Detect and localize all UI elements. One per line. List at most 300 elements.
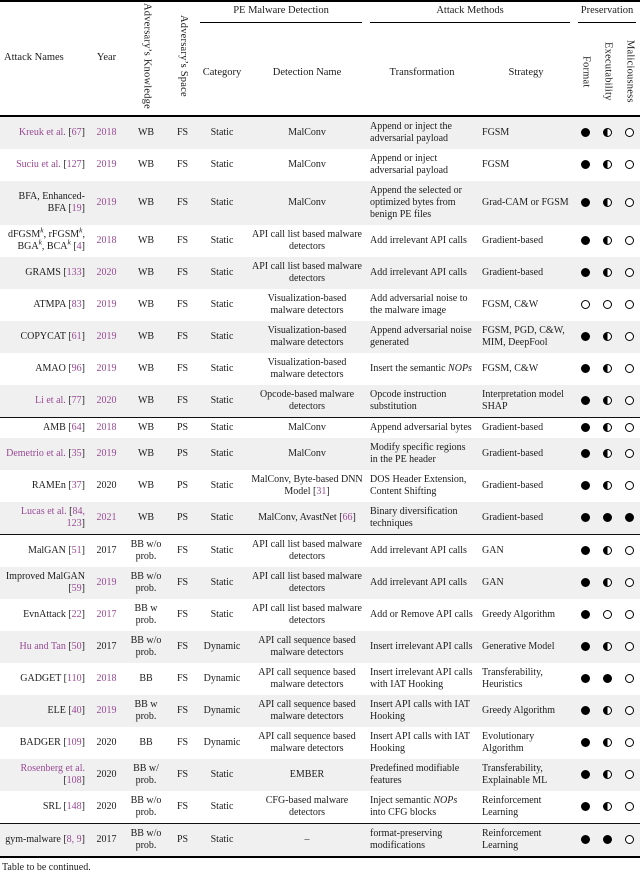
half-circle-icon xyxy=(603,481,612,490)
col-header-detection-name: Detection Name xyxy=(272,67,342,79)
knowledge-cell: WB xyxy=(137,479,155,491)
half-circle-icon xyxy=(603,449,612,458)
detection-name-cell: Visualization-based malware detectors xyxy=(267,292,347,316)
half-circle-icon xyxy=(603,198,612,207)
space-cell: PS xyxy=(176,447,189,459)
full-circle-icon xyxy=(581,198,590,207)
strategy-cell: Greedy Algorithm xyxy=(482,608,556,620)
executability-preservation-icon xyxy=(596,438,618,470)
attack-name-cell: BFA, Enhanced-BFA [19] xyxy=(18,190,85,214)
transformation-cell: Add irrelevant API calls xyxy=(370,234,467,246)
full-circle-icon xyxy=(581,396,590,405)
half-circle-icon xyxy=(603,364,612,373)
full-circle-icon xyxy=(581,578,590,587)
year-cell xyxy=(90,181,123,225)
citation-link[interactable]: 109 xyxy=(66,736,82,748)
group-header-preservation: Preservation xyxy=(574,1,640,33)
category-cell: Dynamic xyxy=(203,640,241,652)
citation-link[interactable]: 22 xyxy=(71,608,82,620)
category-cell: Static xyxy=(196,534,248,567)
format-preservation-icon xyxy=(574,181,596,225)
full-circle-icon xyxy=(581,835,590,844)
knowledge-cell: WB xyxy=(137,298,155,310)
category-cell: Static xyxy=(210,158,234,170)
year-cell xyxy=(90,257,123,289)
maliciousness-preservation-icon xyxy=(618,727,640,759)
detection-name-cell: API call list based malware detectors xyxy=(252,570,362,594)
knowledge-cell: BB w/o prob. xyxy=(123,823,169,857)
maliciousness-preservation-icon xyxy=(618,759,640,791)
full-circle-icon xyxy=(581,364,590,373)
year-cell xyxy=(90,759,123,791)
executability-preservation-icon xyxy=(596,289,618,321)
detection-name-cell: API call sequence based malware detectors xyxy=(258,730,356,754)
category-cell: Static xyxy=(210,576,234,588)
year-cell xyxy=(90,823,123,857)
maliciousness-preservation-icon xyxy=(618,417,640,438)
detection-name-cell: API call sequence based malware detectors xyxy=(258,666,356,690)
transformation-cell: Append adversarial bytes xyxy=(366,417,478,438)
knowledge-cell: BB xyxy=(139,736,153,748)
space-cell: FS xyxy=(176,298,189,310)
citation-link[interactable]: 51 xyxy=(71,544,82,556)
empty-circle-icon xyxy=(625,198,634,207)
table-body xyxy=(0,116,640,857)
full-circle-icon xyxy=(625,513,634,522)
detection-name-cell: MalConv, Byte-based DNN Model [31] xyxy=(251,473,363,497)
full-circle-icon xyxy=(581,268,590,277)
year-value[interactable]: 2017 xyxy=(96,608,117,620)
year-value[interactable]: 2019 xyxy=(96,196,117,208)
maliciousness-preservation-icon xyxy=(618,225,640,257)
full-circle-icon xyxy=(581,770,590,779)
empty-circle-icon xyxy=(625,364,634,373)
half-circle-icon xyxy=(603,423,612,432)
citation-link[interactable]: Suciu et al. xyxy=(16,158,61,170)
year-value[interactable]: 2019 xyxy=(96,576,117,588)
year-value[interactable]: 2019 xyxy=(96,362,117,374)
citation-link[interactable]: 127 xyxy=(66,158,82,170)
maliciousness-preservation-icon xyxy=(618,385,640,418)
full-circle-icon xyxy=(603,835,612,844)
format-preservation-icon xyxy=(574,225,596,257)
year-value: 2020 xyxy=(96,800,117,812)
year-cell xyxy=(90,470,123,502)
col-header-format: Format xyxy=(580,55,592,88)
detection-name-cell: EMBER xyxy=(289,768,325,780)
space-cell: FS xyxy=(176,158,189,170)
year-value[interactable]: 2018 xyxy=(96,126,117,138)
col-header-attack-names: Attack Names xyxy=(4,51,64,63)
table-row xyxy=(0,727,640,759)
full-circle-icon xyxy=(581,674,590,683)
year-value[interactable]: 2019 xyxy=(96,704,117,716)
year-value[interactable]: 2020 xyxy=(96,394,117,406)
full-circle-icon xyxy=(581,449,590,458)
executability-preservation-icon xyxy=(596,385,618,418)
executability-preservation-icon xyxy=(596,257,618,289)
full-circle-icon xyxy=(581,642,590,651)
category-cell: Static xyxy=(210,511,234,523)
citation-link[interactable]: Rosenberg et al. xyxy=(20,762,85,774)
year-value: 2017 xyxy=(96,833,117,845)
category-cell: Static xyxy=(210,196,234,208)
citation-link[interactable]: 59 xyxy=(71,582,82,594)
table-row xyxy=(0,181,640,225)
half-circle-icon xyxy=(603,706,612,715)
category-cell: Static xyxy=(210,447,234,459)
citation-link[interactable]: 110 xyxy=(67,672,82,684)
full-circle-icon xyxy=(581,128,590,137)
space-cell: FS xyxy=(176,608,189,620)
transformation-cell: Append or inject adversarial payload xyxy=(370,152,449,176)
transformation-cell: Add or Remove API calls xyxy=(370,608,473,620)
full-circle-icon xyxy=(581,802,590,811)
category-cell: Static xyxy=(196,116,248,149)
detection-name-cell: MalConv xyxy=(288,196,326,208)
col-header-adversarys-space: Adversary’s Space xyxy=(177,15,189,97)
detection-name-cell: Visualization-based malware detectors xyxy=(267,324,347,348)
year-value: 2020 xyxy=(96,736,117,748)
knowledge-cell: WB xyxy=(137,511,155,523)
table-row xyxy=(0,599,640,631)
knowledge-cell: WB xyxy=(123,116,169,149)
table-row xyxy=(0,759,640,791)
col-header-year: Year xyxy=(96,51,117,63)
space-cell: FS xyxy=(176,234,189,246)
executability-preservation-icon xyxy=(596,116,618,149)
citation-link[interactable]: 83 xyxy=(71,298,82,310)
knowledge-cell: BB w/o prob. xyxy=(130,570,162,594)
citation-link[interactable]: 133 xyxy=(66,266,82,278)
space-cell: FS xyxy=(176,196,189,208)
table-row xyxy=(0,695,640,727)
maliciousness-preservation-icon xyxy=(618,321,640,353)
citation-link[interactable]: 4 xyxy=(76,240,82,252)
half-circle-icon xyxy=(603,546,612,555)
format-preservation-icon xyxy=(574,502,596,535)
transformation-cell: format-preserving modifications xyxy=(366,823,478,857)
maliciousness-preservation-icon xyxy=(618,502,640,535)
year-cell xyxy=(90,791,123,824)
full-circle-icon xyxy=(603,513,612,522)
strategy-cell: Gradient-based xyxy=(482,479,544,491)
year-value[interactable]: 2021 xyxy=(96,511,117,523)
full-circle-icon xyxy=(581,236,590,245)
attack-name-cell: Kreuk et al. [67] xyxy=(0,116,90,149)
transformation-cell: Add irrelevant API calls xyxy=(370,576,467,588)
year-cell xyxy=(90,321,123,353)
transformation-cell: Modify specific regions in the PE header xyxy=(370,441,466,465)
format-preservation-icon xyxy=(574,599,596,631)
strategy-cell: FGSM, C&W xyxy=(482,362,539,374)
detection-name-cell: API call list based malware detectors xyxy=(248,534,366,567)
maliciousness-preservation-icon xyxy=(618,149,640,181)
half-circle-icon xyxy=(603,332,612,341)
transformation-cell: Predefined modifiable features xyxy=(370,762,460,786)
strategy-cell: Transferability, Explainable ML xyxy=(482,762,548,786)
executability-preservation-icon xyxy=(596,534,618,567)
citation-link[interactable]: 108 xyxy=(66,774,82,786)
format-preservation-icon xyxy=(574,791,596,824)
empty-circle-icon xyxy=(625,578,634,587)
year-value[interactable]: 2019 xyxy=(96,158,117,170)
citation-link[interactable]: 40 xyxy=(71,704,82,716)
citation-link[interactable]: 77 xyxy=(71,394,82,406)
citation-link[interactable]: 19 xyxy=(71,202,82,214)
empty-circle-icon xyxy=(625,835,634,844)
executability-preservation-icon xyxy=(596,631,618,663)
year-value[interactable]: 2019 xyxy=(96,330,117,342)
category-cell: Static xyxy=(210,330,234,342)
space-cell: FS xyxy=(176,266,189,278)
attack-name-cell: ELE [40] xyxy=(47,704,85,716)
category-cell: Static xyxy=(196,823,248,857)
empty-circle-icon xyxy=(625,642,634,651)
transformation-cell: Add irrelevant API calls xyxy=(366,534,478,567)
knowledge-cell: BB w/o prob. xyxy=(123,534,169,567)
detection-name-cell: – xyxy=(248,823,366,857)
category-cell: Static xyxy=(210,234,234,246)
transformation-cell: DOS Header Extension, Content Shifting xyxy=(370,473,467,497)
half-circle-icon xyxy=(603,396,612,405)
maliciousness-preservation-icon xyxy=(618,470,640,502)
category-cell: Dynamic xyxy=(203,736,241,748)
detection-name-cell: API call list based malware detectors xyxy=(252,602,362,626)
table-row xyxy=(0,225,640,257)
year-value: 2017 xyxy=(96,544,117,556)
detection-name-cell: MalConv xyxy=(288,447,326,459)
citation-link[interactable]: 66 xyxy=(342,511,353,523)
detection-name-cell: MalConv xyxy=(248,417,366,438)
transformation-cell: Inject semantic NOPs into CFG blocks xyxy=(370,794,458,818)
format-preservation-icon xyxy=(574,470,596,502)
attack-name-cell: Improved MalGAN [59] xyxy=(5,570,85,594)
knowledge-cell: WB xyxy=(137,234,155,246)
knowledge-cell: WB xyxy=(137,394,155,406)
space-cell: FS xyxy=(176,736,189,748)
year-cell xyxy=(90,353,123,385)
executability-preservation-icon xyxy=(596,225,618,257)
format-preservation-icon xyxy=(574,257,596,289)
executability-preservation-icon xyxy=(596,695,618,727)
executability-preservation-icon xyxy=(596,727,618,759)
executability-preservation-icon xyxy=(596,417,618,438)
table-row xyxy=(0,257,640,289)
strategy-cell: Gradient-based xyxy=(482,511,544,523)
empty-circle-icon xyxy=(625,738,634,747)
category-cell: Static xyxy=(210,768,234,780)
category-cell: Static xyxy=(196,417,248,438)
strategy-cell: Generative Model xyxy=(482,640,555,652)
maliciousness-preservation-icon xyxy=(618,695,640,727)
format-preservation-icon xyxy=(574,534,596,567)
half-circle-icon xyxy=(603,128,612,137)
full-circle-icon xyxy=(581,706,590,715)
knowledge-cell: WB xyxy=(137,330,155,342)
year-value[interactable]: 2019 xyxy=(96,447,117,459)
table-row xyxy=(0,663,640,695)
format-preservation-icon xyxy=(574,417,596,438)
citation-link[interactable]: 35 xyxy=(71,447,82,459)
strategy-cell: Gradient-based xyxy=(482,234,544,246)
maliciousness-preservation-icon xyxy=(618,289,640,321)
col-header-executability: Executability xyxy=(602,41,614,101)
executability-preservation-icon xyxy=(596,149,618,181)
transformation-cell: Append adversarial noise generated xyxy=(370,324,472,348)
executability-preservation-icon xyxy=(596,321,618,353)
format-preservation-icon xyxy=(574,759,596,791)
space-cell: FS xyxy=(176,704,189,716)
format-preservation-icon xyxy=(574,116,596,149)
category-cell: Static xyxy=(210,608,234,620)
year-cell xyxy=(90,502,123,535)
year-value[interactable]: 2018 xyxy=(96,672,117,684)
space-cell: FS xyxy=(176,394,189,406)
attack-name-cell: Lucas et al. [84, 123] xyxy=(20,505,85,529)
strategy-cell: Evolutionary Algorithm xyxy=(482,730,535,754)
detection-name-cell: MalConv xyxy=(288,158,326,170)
transformation-cell: Append the selected or optimized bytes from benign PE files xyxy=(370,184,462,220)
table-row xyxy=(0,353,640,385)
full-circle-icon xyxy=(581,738,590,747)
knowledge-cell: WB xyxy=(137,196,155,208)
format-preservation-icon xyxy=(574,567,596,599)
year-value[interactable]: 2020 xyxy=(96,266,117,278)
table-row xyxy=(0,567,640,599)
year-cell xyxy=(90,149,123,181)
maliciousness-preservation-icon xyxy=(618,181,640,225)
maliciousness-preservation-icon xyxy=(618,823,640,857)
detection-name-cell: Visualization-based malware detectors xyxy=(267,356,347,380)
format-preservation-icon xyxy=(574,438,596,470)
half-circle-icon xyxy=(603,268,612,277)
citation-link[interactable]: 84, 123 xyxy=(66,505,85,529)
citation-link[interactable]: Demetrio et al. xyxy=(6,447,66,459)
citation-link[interactable]: Hu and Tan xyxy=(19,640,66,652)
space-cell: PS xyxy=(169,417,196,438)
knowledge-cell: WB xyxy=(137,447,155,459)
format-preservation-icon xyxy=(574,149,596,181)
executability-preservation-icon xyxy=(596,791,618,824)
full-circle-icon xyxy=(581,332,590,341)
executability-preservation-icon xyxy=(596,567,618,599)
transformation-cell: Append or inject the adversarial payload xyxy=(366,116,478,149)
citation-link[interactable]: 61 xyxy=(71,330,82,342)
strategy-cell: Reinforcement Learning xyxy=(478,823,574,857)
year-cell xyxy=(90,727,123,759)
category-cell: Static xyxy=(210,479,234,491)
citation-link[interactable]: 96 xyxy=(71,362,82,374)
table-row xyxy=(0,417,640,438)
attack-name-cell: Hu and Tan [50] xyxy=(19,640,85,652)
year-cell xyxy=(90,663,123,695)
table-row xyxy=(0,534,640,567)
strategy-cell: Grad-CAM or FGSM xyxy=(482,196,569,208)
detection-name-cell: Opcode-based malware detectors xyxy=(259,388,355,412)
empty-circle-icon xyxy=(625,610,634,619)
empty-circle-icon xyxy=(625,128,634,137)
citation-link[interactable]: 148 xyxy=(66,800,82,812)
transformation-cell: Insert irrelevant API calls xyxy=(370,640,473,652)
space-cell: PS xyxy=(176,479,189,491)
attack-name-cell: GRAMS [133] xyxy=(25,266,85,278)
detection-name-cell: API call sequence based malware detectors xyxy=(258,634,356,658)
strategy-cell: Gradient-based xyxy=(478,417,574,438)
citation-link[interactable]: 67 xyxy=(71,126,82,138)
attack-name-cell: AMAO [96] xyxy=(35,362,85,374)
attack-name-cell: gym-malware [8, 9] xyxy=(0,823,90,857)
table-row xyxy=(0,321,640,353)
year-cell xyxy=(90,695,123,727)
knowledge-cell: BB xyxy=(139,672,153,684)
table-row xyxy=(0,631,640,663)
col-header-maliciousness: Maliciousness xyxy=(624,39,636,103)
executability-preservation-icon xyxy=(596,663,618,695)
transformation-cell: Binary diversification techniques xyxy=(370,505,458,529)
strategy-cell: Interpretation model SHAP xyxy=(482,388,564,412)
maliciousness-preservation-icon xyxy=(618,534,640,567)
citation-link[interactable]: Kreuk et al. xyxy=(18,126,66,138)
space-cell: FS xyxy=(176,576,189,588)
citation-link[interactable]: 31 xyxy=(316,485,327,497)
transformation-cell: Insert API calls with IAT Hooking xyxy=(370,698,470,722)
space-cell: FS xyxy=(176,800,189,812)
citation-link[interactable]: 37 xyxy=(71,479,82,491)
citation-link[interactable]: Lucas et al. xyxy=(20,505,67,517)
format-preservation-icon xyxy=(574,631,596,663)
year-cell xyxy=(90,417,123,438)
citation-link[interactable]: 8, 9 xyxy=(66,833,82,845)
knowledge-cell: WB xyxy=(137,362,155,374)
citation-link[interactable]: 50 xyxy=(71,640,82,652)
col-header-strategy: Strategy xyxy=(508,67,544,79)
half-circle-icon xyxy=(603,236,612,245)
detection-name-cell: API call sequence based malware detectors xyxy=(258,698,356,722)
full-circle-icon xyxy=(581,513,590,522)
empty-circle-icon xyxy=(625,706,634,715)
empty-circle-icon xyxy=(581,300,590,309)
year-value[interactable]: 2018 xyxy=(96,421,117,433)
transformation-cell: Insert irrelevant API calls with IAT Hooking xyxy=(370,666,473,690)
year-cell xyxy=(90,599,123,631)
empty-circle-icon xyxy=(625,481,634,490)
year-value[interactable]: 2018 xyxy=(96,234,117,246)
strategy-cell: Gradient-based xyxy=(482,266,544,278)
citation-link[interactable]: 64 xyxy=(71,421,82,433)
space-cell: FS xyxy=(169,116,196,149)
maliciousness-preservation-icon xyxy=(618,567,640,599)
category-cell: Dynamic xyxy=(203,672,241,684)
space-cell: PS xyxy=(176,511,189,523)
executability-preservation-icon xyxy=(596,599,618,631)
maliciousness-preservation-icon xyxy=(618,599,640,631)
half-circle-icon xyxy=(603,160,612,169)
year-cell xyxy=(90,567,123,599)
detection-name-cell: API call list based malware detectors xyxy=(252,260,362,284)
strategy-cell: GAN xyxy=(482,576,504,588)
detection-name-cell: MalConv xyxy=(248,116,366,149)
col-header-adversarys-knowledge: Adversary’s Knowledge xyxy=(141,3,153,109)
empty-circle-icon xyxy=(625,770,634,779)
group-header-attack-methods: Attack Methods xyxy=(366,1,574,33)
empty-circle-icon xyxy=(625,268,634,277)
citation-link[interactable]: Li et al. xyxy=(34,394,66,406)
year-value[interactable]: 2019 xyxy=(96,298,117,310)
strategy-cell: FGSM, PGD, C&W, MIM, DeepFool xyxy=(482,324,565,348)
knowledge-cell: WB xyxy=(137,158,155,170)
maliciousness-preservation-icon xyxy=(618,663,640,695)
